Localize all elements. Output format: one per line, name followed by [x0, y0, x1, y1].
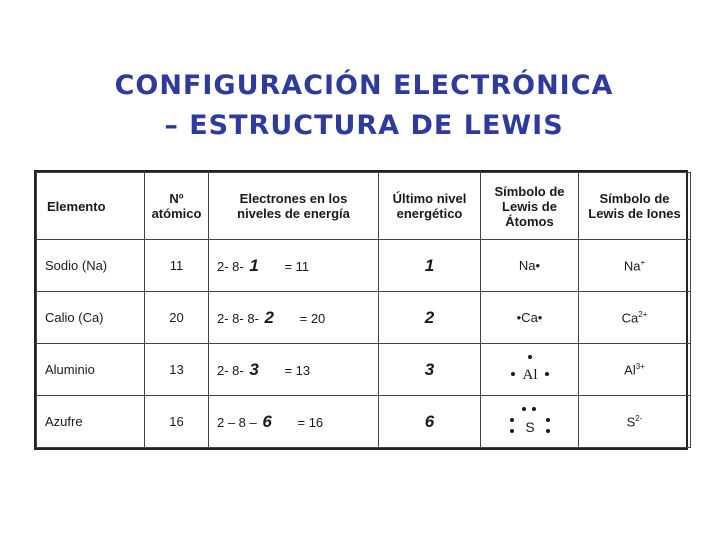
cell-ultimo-nivel: [379, 344, 481, 396]
cell-niveles: [209, 396, 379, 448]
cell-elemento: Azufre: [37, 396, 145, 448]
niveles-total: = 11: [284, 258, 310, 274]
cell-lewis-ion: [579, 344, 691, 396]
title-line-1: CONFIGURACIÓN ELECTRÓNICA: [114, 70, 614, 101]
cell-lewis-atomo: [481, 344, 579, 396]
table-row: [37, 344, 691, 396]
cell-numero: 20: [145, 292, 209, 344]
lewis-table-frame: [34, 170, 688, 450]
niveles-last-shell: 6: [262, 411, 272, 431]
cell-elemento: Calio (Ca): [37, 292, 145, 344]
header-numero-atomico: [145, 173, 209, 240]
ion-charge: 3+: [635, 361, 645, 371]
niveles-prefix: 2- 8-: [217, 258, 244, 274]
cell-lewis-ion: [579, 240, 691, 292]
ultimo-nivel-value: 6: [424, 411, 435, 431]
cell-ultimo-nivel: [379, 396, 481, 448]
header-lewis-atomos-line-3: Átomos: [505, 213, 554, 229]
cell-ultimo-nivel: [379, 292, 481, 344]
ion-symbol: Na: [623, 258, 641, 274]
table-row: [37, 292, 691, 344]
ion-symbol: S: [626, 414, 636, 430]
lewis-table: [36, 172, 691, 448]
niveles-last-shell: 1: [249, 255, 259, 275]
header-lewis-iones: [579, 173, 691, 240]
table-row: [37, 396, 691, 448]
ultimo-nivel-value: 1: [424, 255, 435, 275]
header-row: [37, 173, 691, 240]
cell-niveles: [209, 240, 379, 292]
header-lewis-atomos-line-2: Lewis de: [502, 198, 557, 214]
header-electrones-line-1: Electrones en los: [239, 191, 348, 206]
header-ultimo-nivel: [379, 173, 481, 240]
header-electrones: [209, 173, 379, 240]
cell-niveles: [209, 344, 379, 396]
cell-lewis-atomo: [481, 240, 579, 292]
niveles-prefix: 2 – 8 –: [217, 414, 257, 430]
ion-charge: 2+: [638, 309, 648, 319]
header-ultimo-line-2: energético: [396, 206, 463, 221]
header-lewis-iones-line-2: Lewis de Iones: [588, 206, 681, 221]
electron-dot: [532, 407, 536, 411]
niveles-prefix: 2- 8-: [217, 362, 244, 378]
slide-title: [0, 66, 728, 146]
table-row: [37, 240, 691, 292]
ion-symbol: Ca: [621, 310, 639, 326]
header-elemento: [37, 173, 145, 240]
title-line-2: – ESTRUCTURA DE LEWIS: [164, 110, 564, 141]
ion-charge: 2-: [635, 413, 643, 423]
niveles-prefix: 2- 8- 8-: [217, 310, 259, 326]
header-lewis-iones-line-1: Símbolo de: [599, 191, 670, 206]
lewis-atom-symbol: S: [524, 418, 535, 435]
niveles-total: = 20: [299, 310, 326, 326]
lewis-atom-symbol: •Ca•: [516, 310, 543, 325]
lewis-al-diagram: [505, 350, 555, 390]
ion-charge: +: [640, 257, 646, 267]
header-ultimo-line-1: Último nivel: [392, 191, 467, 206]
cell-numero: 16: [145, 396, 209, 448]
niveles-last-shell: 2: [264, 307, 274, 327]
cell-ultimo-nivel: [379, 240, 481, 292]
niveles-last-shell: 3: [249, 359, 259, 379]
niveles-total: = 16: [297, 414, 324, 430]
electron-dot: [511, 372, 515, 376]
lewis-s-diagram: [500, 401, 560, 443]
header-elemento-label: Elemento: [47, 198, 106, 214]
lewis-atom-symbol: Al: [522, 366, 537, 383]
cell-lewis-atomo: [481, 292, 579, 344]
electron-dot: [528, 355, 532, 359]
lewis-atom-symbol: Na•: [518, 258, 541, 273]
cell-elemento: Aluminio: [37, 344, 145, 396]
cell-lewis-atomo: [481, 396, 579, 448]
header-numero-line-2: atómico: [151, 206, 202, 221]
cell-elemento: Sodio (Na): [37, 240, 145, 292]
cell-numero: 11: [145, 240, 209, 292]
cell-lewis-ion: [579, 396, 691, 448]
ultimo-nivel-value: 2: [424, 307, 435, 327]
header-numero-line-1: Nº: [169, 191, 184, 206]
header-electrones-line-2: niveles de energía: [237, 206, 350, 221]
header-lewis-atomos: [481, 173, 579, 240]
ultimo-nivel-value: 3: [424, 359, 435, 379]
electron-dot: [510, 418, 514, 422]
electron-dot: [546, 429, 550, 433]
cell-numero: 13: [145, 344, 209, 396]
header-lewis-atomos-line-1: Símbolo de: [494, 183, 565, 199]
ion-symbol: Al: [624, 362, 636, 378]
electron-dot: [546, 418, 550, 422]
cell-lewis-ion: [579, 292, 691, 344]
cell-niveles: [209, 292, 379, 344]
electron-dot: [510, 429, 514, 433]
electron-dot: [522, 407, 526, 411]
electron-dot: [545, 372, 549, 376]
niveles-total: = 13: [284, 362, 311, 378]
